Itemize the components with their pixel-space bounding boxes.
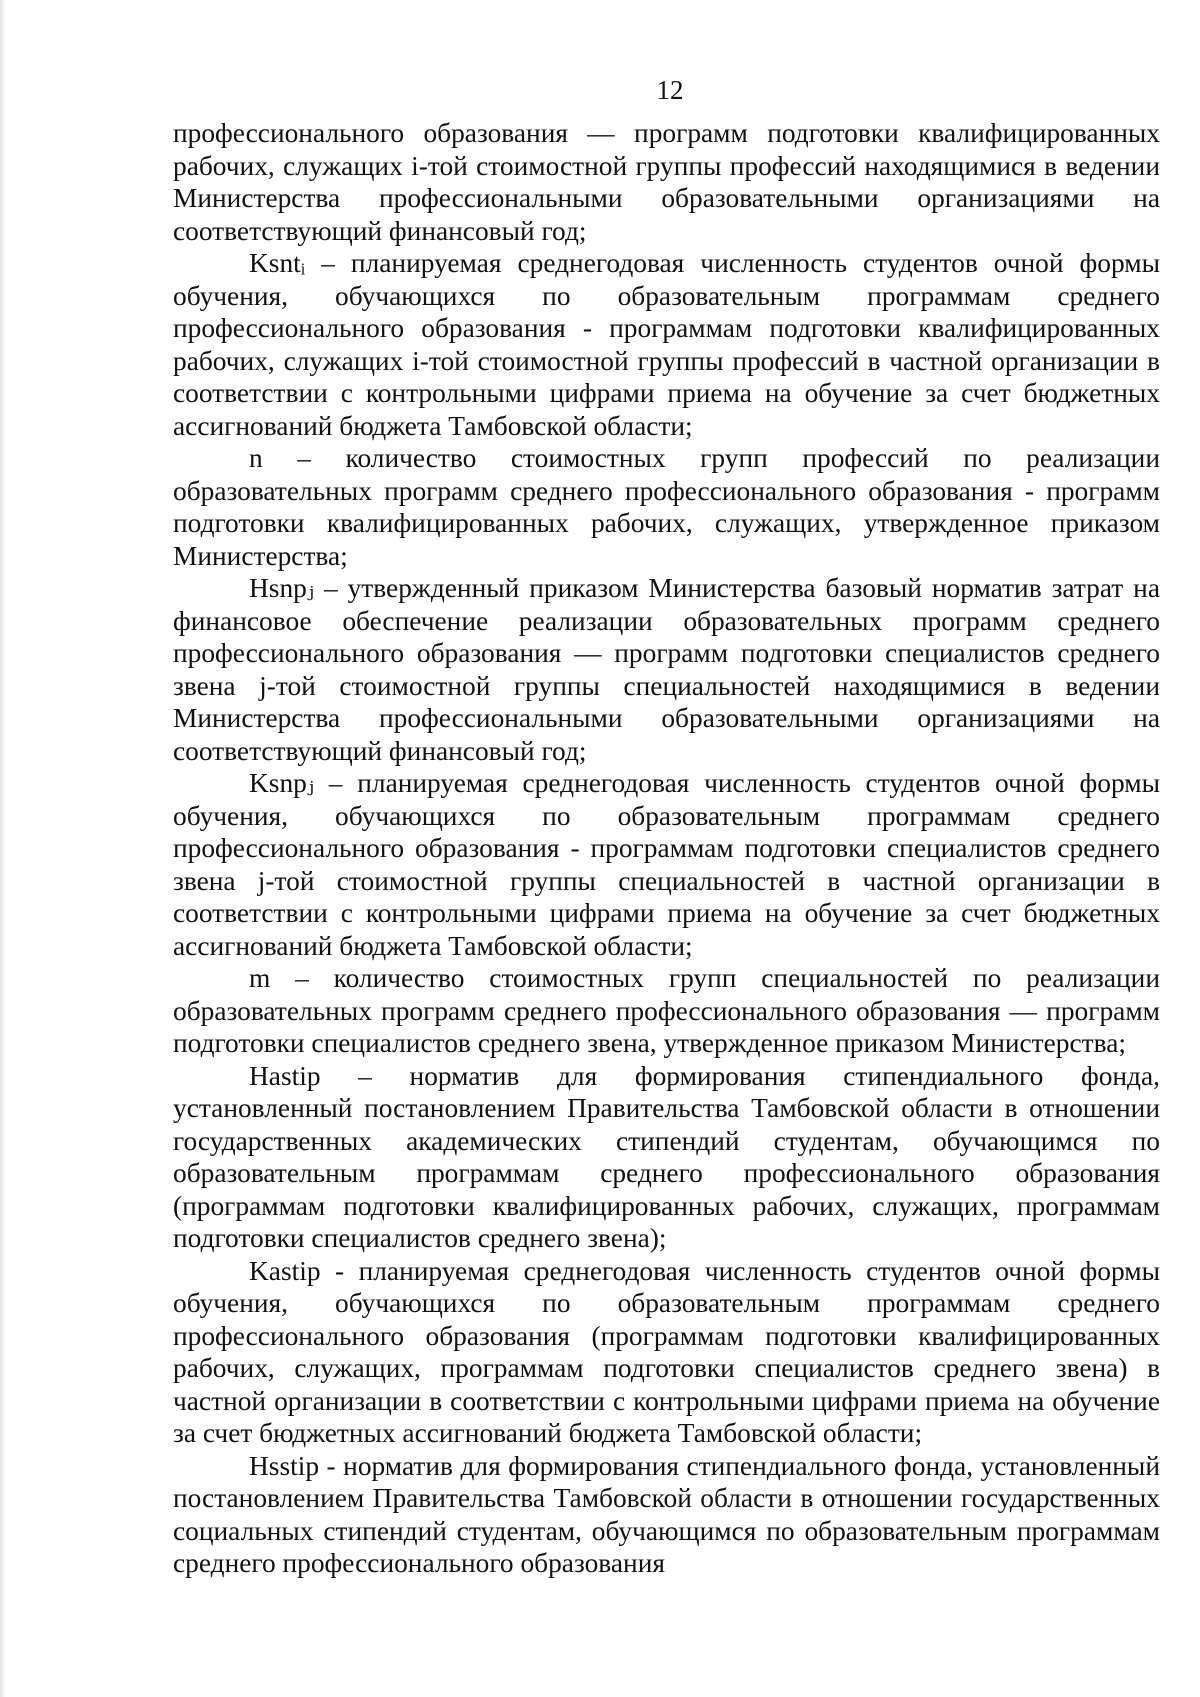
paragraph-hastip-definition: Hastip – норматив для формирования стипендиального фонда, установленный постановлением Правительства Тамбовской области в отношении государственных академических стипендий студентам, обучающимся по образовательным программам среднего профессионального образования (программам подготовки квалифицированных рабочих, служащих, программам подготовки специалистов среднего звена); <box>173 1060 1160 1253</box>
paragraph-hsstip-definition: Hsstip - норматив для формирования стипендиального фонда, установленный постановлением Правительства Тамбовской области в отношении государственных социальных стипендий студентам, обучающимся по образовательным программам среднего профессионального образования <box>173 1450 1160 1578</box>
paragraph-hsnp-definition: Hsnpⱼ – утвержденный приказом Министерства базовый норматив затрат на финансовое обеспечение реализации образовательных программ среднего профессионального образования — программ подготовки специалистов среднего звена j-той стоимостной группы специальностей находящимися в ведении Министерства профессиональными образовательными организациями на соответствующий финансовый год; <box>173 573 1160 766</box>
paragraph-m-definition: m – количество стоимостных групп специальностей по реализации образовательных программ среднего профессионального образования — программ подготовки специалистов среднего звена, утвержденное приказом Министерства; <box>173 963 1160 1058</box>
paragraph-ksnt-definition: Ksntᵢ – планируемая среднегодовая численность студентов очной формы обучения, обучающихся по образовательным программам среднего профессионального образования - программам подготовки квалифицированных рабочих, служащих i-той стоимостной группы профессий в частной организации в соответствии с контрольными цифрами приема на обучение за счет бюджетных ассигнований бюджета Тамбовской области; <box>173 248 1160 441</box>
paragraph-ksnp-definition: Ksnpⱼ – планируемая среднегодовая численность студентов очной формы обучения, обучающихся по образовательным программам среднего профессионального образования - программам подготовки специалистов среднего звена j-той стоимостной группы специальностей в частной организации в соответствии с контрольными цифрами приема на обучение за счет бюджетных ассигнований бюджета Тамбовской области; <box>173 768 1160 961</box>
document-body <box>173 117 1160 1580</box>
page-number: 12 <box>656 75 684 105</box>
paragraph-continuation: профессионального образования — программ подготовки квалифицированных рабочих, служащих i-той стоимостной группы профессий находящимися в ведении Министерства профессиональными образовательными организациями на соответствующий финансовый год; <box>173 118 1160 246</box>
scan-edge <box>0 0 6 1697</box>
paragraph-n-definition: n – количество стоимостных групп профессий по реализации образовательных программ среднего профессионального образования - программ подготовки квалифицированных рабочих, служащих, утвержденное приказом Министерства; <box>173 443 1160 571</box>
paragraph-kastip-definition: Kastip - планируемая среднегодовая численность студентов очной формы обучения, обучающихся по образовательным программам среднего профессионального образования (программам подготовки квалифицированных рабочих, служащих, программам подготовки специалистов среднего звена) в частной организации в соответствии с контрольными цифрами приема на обучение за счет бюджетных ассигнований бюджета Тамбовской области; <box>173 1255 1160 1448</box>
